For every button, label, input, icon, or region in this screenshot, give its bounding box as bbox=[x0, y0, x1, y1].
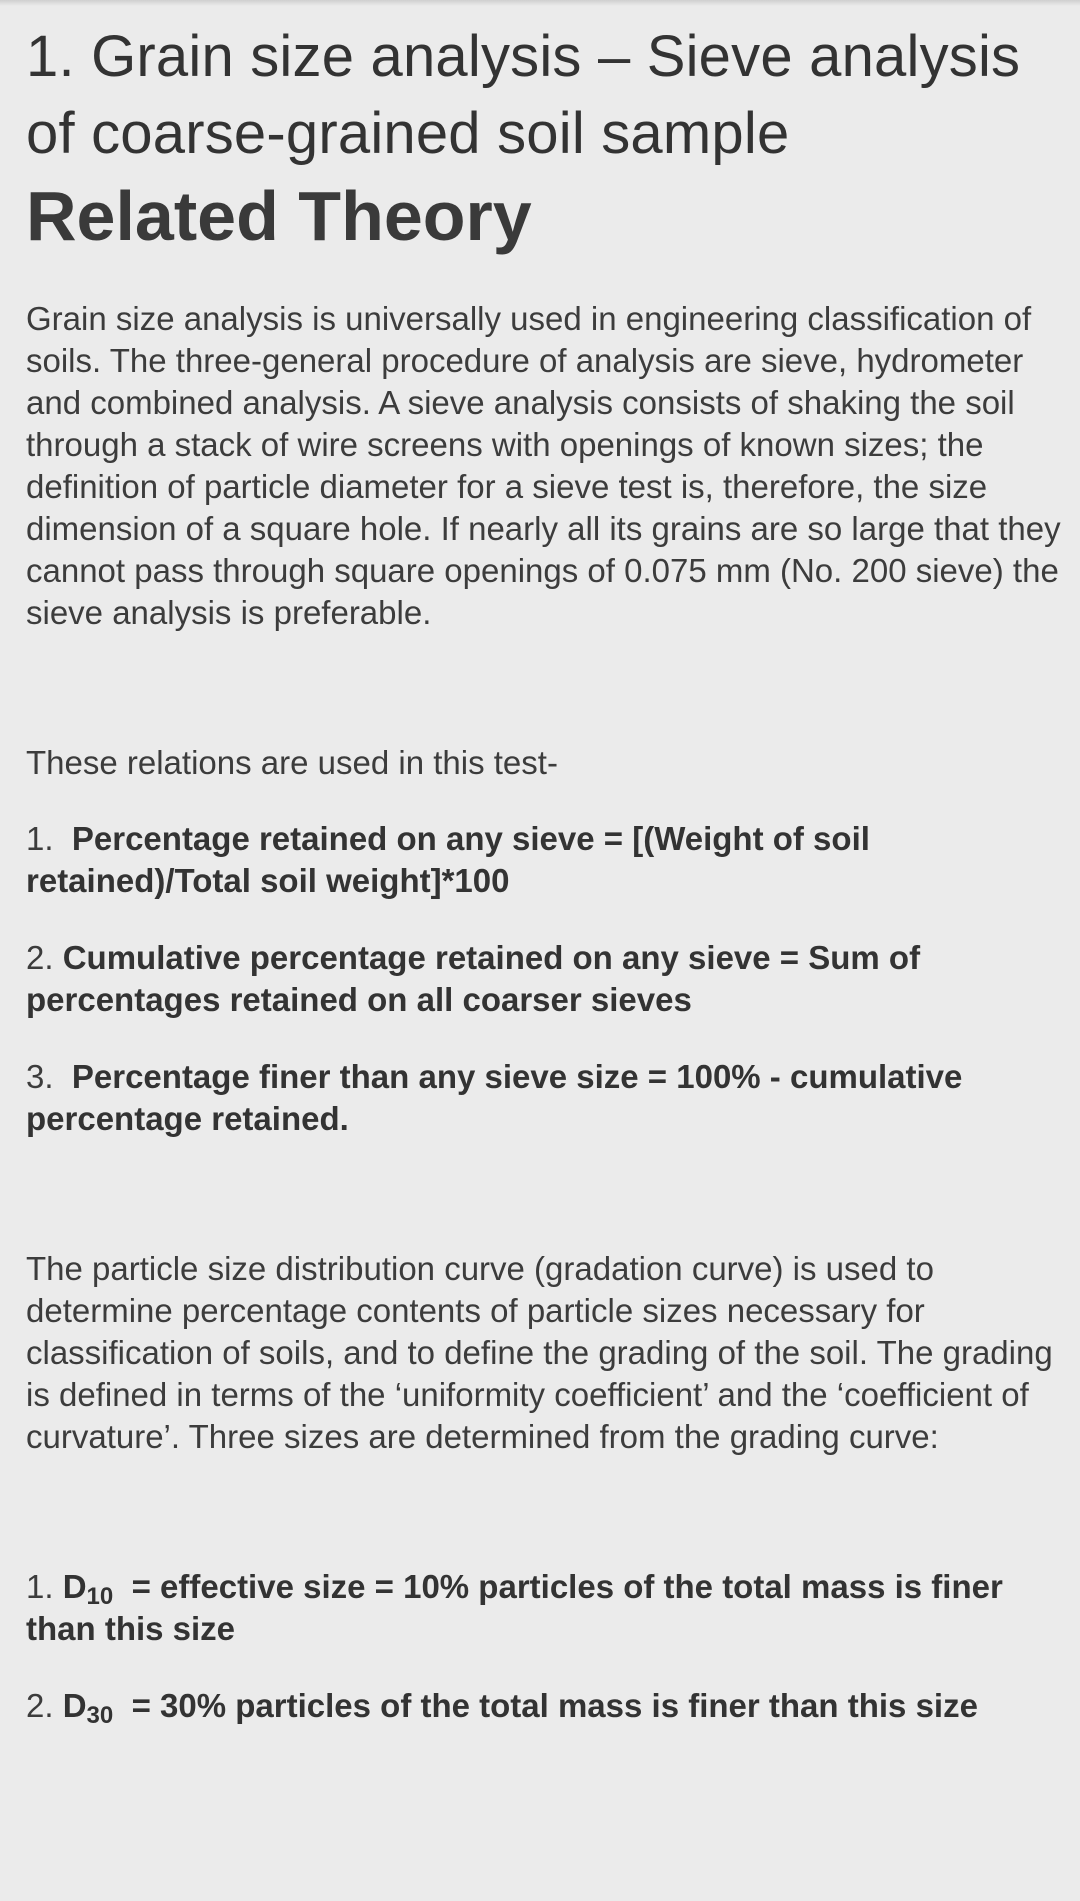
relation-item-3 bbox=[26, 1056, 1066, 1140]
size-text: = 30% particles of the total mass is finer than this size bbox=[131, 1687, 978, 1724]
relation-text: Percentage finer than any sieve size = 100% - cumulative percentage retained. bbox=[26, 1058, 963, 1137]
page-title: 1. Grain size analysis – Sieve analysis of coarse-grained soil sample bbox=[26, 24, 1021, 166]
size-subscript: 30 bbox=[86, 1702, 114, 1729]
relation-item-2 bbox=[26, 937, 1066, 1021]
relations-intro: These relations are used in this test- bbox=[26, 744, 558, 781]
relation-number: 3. bbox=[26, 1058, 54, 1095]
size-number: 2. bbox=[26, 1687, 54, 1724]
section-heading: Related Theory bbox=[26, 177, 532, 255]
top-shadow bbox=[0, 0, 1080, 6]
relation-number: 1. bbox=[26, 820, 54, 857]
relation-number: 2. bbox=[26, 939, 54, 976]
relation-item-1 bbox=[26, 818, 1066, 902]
size-number: 1. bbox=[26, 1568, 54, 1605]
size-symbol: $D_{10}$ bbox=[62, 1568, 114, 1610]
relation-text: Cumulative percentage retained on any sieve = Sum of percentages retained on all coarser sieves bbox=[26, 939, 921, 1018]
theory-paragraph-2: The particle size distribution curve (gradation curve) is used to determine percentage contents of particle sizes necessary for classification of soils, and to define the grading of the soil. The grading is defined in terms of the ‘uniformity coefficient’ and the ‘coefficient of curvature’. Three sizes are determined from the grading curve: bbox=[26, 1250, 1053, 1455]
relation-text: Percentage retained on any sieve = [(Weight of soil retained)/Total soil weight]*100 bbox=[26, 820, 870, 899]
size-symbol: $D_{30}$ bbox=[62, 1687, 114, 1729]
size-subscript: 10 bbox=[86, 1583, 114, 1610]
theory-paragraph-1: Grain size analysis is universally used in engineering classification of soils. The three-general procedure of analysis are sieve, hydrometer and combined analysis. A sieve analysis consists of shaking the soil through a stack of wire screens with openings of known sizes; the definition of particle diameter for a sieve test is, therefore, the size dimension of a square hole. If nearly all its grains are so large that they cannot pass through square openings of 0.075 mm (No. 200 sieve) the sieve analysis is preferable. bbox=[26, 300, 1061, 631]
size-text: = effective size = 10% particles of the total mass is finer than this size bbox=[26, 1568, 1003, 1647]
size-item-d30 bbox=[26, 1685, 1066, 1727]
document-content bbox=[26, 18, 1066, 1727]
size-item-d10 bbox=[26, 1566, 1066, 1650]
